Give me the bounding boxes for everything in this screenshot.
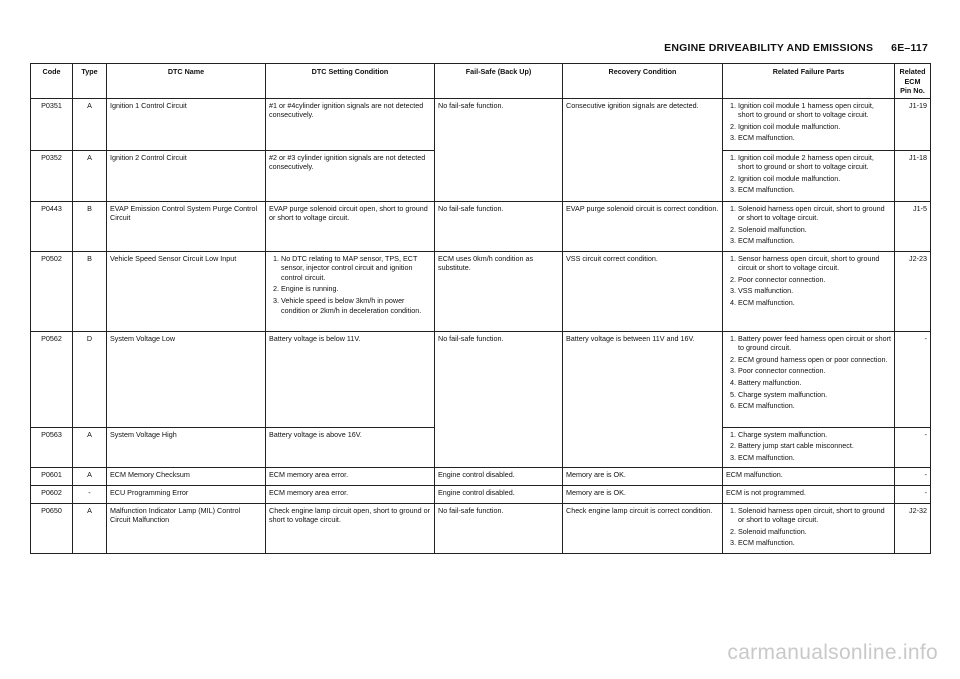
ecm-pin: - — [895, 485, 931, 503]
list-item: 2. Ignition coil module malfunction. — [738, 174, 891, 184]
list-item: 3. VSS malfunction. — [738, 286, 891, 296]
dtc-table — [30, 63, 931, 554]
dtc-name: System Voltage High — [107, 427, 266, 467]
setting-condition: ECM memory area error. — [266, 485, 435, 503]
dtc-code: P0352 — [31, 150, 73, 201]
list-item: 1. Ignition coil module 1 harness open circuit, short to ground or short to voltage circuit. — [738, 101, 891, 120]
dtc-name: EVAP Emission Control System Purge Control Circuit — [107, 201, 266, 251]
dtc-name: ECU Programming Error — [107, 485, 266, 503]
fail-safe: No fail-safe function. — [435, 331, 563, 467]
dtc-code: P0502 — [31, 251, 73, 331]
ecm-pin: J2-23 — [895, 251, 931, 331]
ecm-pin: J2-32 — [895, 503, 931, 553]
dtc-name: Malfunction Indicator Lamp (MIL) Control Circuit Malfunction — [107, 503, 266, 553]
related-parts — [723, 201, 895, 251]
related-parts — [723, 503, 895, 553]
list-item: 1. Battery power feed harness open circuit or short to ground circuit. — [738, 334, 891, 353]
setting-condition: Battery voltage is above 16V. — [266, 427, 435, 467]
ecm-pin: J1-19 — [895, 98, 931, 150]
dtc-name: Ignition 2 Control Circuit — [107, 150, 266, 201]
dtc-type: A — [73, 467, 107, 485]
list-item: 3. Vehicle speed is below 3km/h in power condition or 2km/h in deceleration condition. — [281, 296, 431, 315]
dtc-name: System Voltage Low — [107, 331, 266, 427]
ecm-pin: J1-5 — [895, 201, 931, 251]
list-item: 3. ECM malfunction. — [738, 133, 891, 143]
setting-condition: Battery voltage is below 11V. — [266, 331, 435, 427]
setting-condition: #1 or #4cylinder ignition signals are not detected consecutively. — [266, 98, 435, 150]
setting-condition — [266, 251, 435, 331]
list-item: 3. ECM malfunction. — [738, 236, 891, 246]
dtc-name: ECM Memory Checksum — [107, 467, 266, 485]
dtc-type: A — [73, 150, 107, 201]
list-item: 1. No DTC relating to MAP sensor, TPS, ECT sensor, injector control circuit and ignition control circuit. — [281, 254, 431, 283]
table-row — [31, 98, 931, 150]
dtc-code: P0601 — [31, 467, 73, 485]
recovery-condition: Consecutive ignition signals are detected. — [563, 98, 723, 201]
dtc-type: A — [73, 427, 107, 467]
list-item: 2. Engine is running. — [281, 284, 431, 294]
col-recovery-condition: Recovery Condition — [563, 64, 723, 99]
related-parts: ECM malfunction. — [723, 467, 895, 485]
list-item: 2. Solenoid malfunction. — [738, 225, 891, 235]
list-item: 3. ECM malfunction. — [738, 185, 891, 195]
setting-condition: Check engine lamp circuit open, short to ground or short to voltage circuit. — [266, 503, 435, 553]
fail-safe: No fail-safe function. — [435, 98, 563, 201]
table-row — [31, 485, 931, 503]
list-item: 1. Solenoid harness open circuit, short to ground or short to voltage circuit. — [738, 506, 891, 525]
list-item: 1. Solenoid harness open circuit, short to ground or short to voltage circuit. — [738, 204, 891, 223]
fail-safe: Engine control disabled. — [435, 485, 563, 503]
list-item: 5. Charge system malfunction. — [738, 390, 891, 400]
ecm-pin: - — [895, 467, 931, 485]
related-parts: ECM is not programmed. — [723, 485, 895, 503]
ecm-pin: - — [895, 427, 931, 467]
fail-safe: No fail-safe function. — [435, 503, 563, 553]
setting-condition: ECM memory area error. — [266, 467, 435, 485]
recovery-condition: Battery voltage is between 11V and 16V. — [563, 331, 723, 467]
dtc-code: P0602 — [31, 485, 73, 503]
dtc-type: D — [73, 331, 107, 427]
table-row — [31, 201, 931, 251]
dtc-type: A — [73, 98, 107, 150]
list-item: 3. Poor connector connection. — [738, 366, 891, 376]
related-parts — [723, 150, 895, 201]
related-parts — [723, 331, 895, 427]
table-row — [31, 251, 931, 331]
col-related-parts: Related Failure Parts — [723, 64, 895, 99]
dtc-code: P0563 — [31, 427, 73, 467]
col-type: Type — [73, 64, 107, 99]
recovery-condition: Memory are is OK. — [563, 467, 723, 485]
table-row — [31, 331, 931, 427]
list-item: 6. ECM malfunction. — [738, 401, 891, 411]
list-item: 4. ECM malfunction. — [738, 298, 891, 308]
recovery-condition: Check engine lamp circuit is correct condition. — [563, 503, 723, 553]
ecm-pin: J1-18 — [895, 150, 931, 201]
list-item: 1. Ignition coil module 2 harness open circuit, short to ground or short to voltage circuit. — [738, 153, 891, 172]
page-header — [664, 42, 928, 54]
page-number: 6E–117 — [891, 42, 928, 54]
list-item: 2. Poor connector connection. — [738, 275, 891, 285]
header-row — [31, 64, 931, 99]
fail-safe: No fail-safe function. — [435, 201, 563, 251]
col-code: Code — [31, 64, 73, 99]
dtc-code: P0443 — [31, 201, 73, 251]
dtc-type: - — [73, 485, 107, 503]
related-parts — [723, 427, 895, 467]
list-item: 4. Battery malfunction. — [738, 378, 891, 388]
col-setting-condition: DTC Setting Condition — [266, 64, 435, 99]
list-item: 1. Sensor harness open circuit, short to ground circuit or short to voltage circuit. — [738, 254, 891, 273]
dtc-type: B — [73, 251, 107, 331]
col-ecm-pin: Related ECM Pin No. — [895, 64, 931, 99]
setting-condition: EVAP purge solenoid circuit open, short to ground or short to voltage circuit. — [266, 201, 435, 251]
recovery-condition: Memory are is OK. — [563, 485, 723, 503]
dtc-name: Vehicle Speed Sensor Circuit Low Input — [107, 251, 266, 331]
list-item: 3. ECM malfunction. — [738, 453, 891, 463]
dtc-type: A — [73, 503, 107, 553]
list-item: 3. ECM malfunction. — [738, 538, 891, 548]
table-row — [31, 503, 931, 553]
col-fail-safe: Fail-Safe (Back Up) — [435, 64, 563, 99]
fail-safe: ECM uses 0km/h condition as substitute. — [435, 251, 563, 331]
section-title: ENGINE DRIVEABILITY AND EMISSIONS — [664, 42, 874, 54]
list-item: 1. Charge system malfunction. — [738, 430, 891, 440]
list-item: 2. Battery jump start cable misconnect. — [738, 441, 891, 451]
fail-safe: Engine control disabled. — [435, 467, 563, 485]
setting-condition: #2 or #3 cylinder ignition signals are not detected consecutively. — [266, 150, 435, 201]
dtc-name: Ignition 1 Control Circuit — [107, 98, 266, 150]
list-item: 2. Ignition coil module malfunction. — [738, 122, 891, 132]
col-dtc-name: DTC Name — [107, 64, 266, 99]
dtc-type: B — [73, 201, 107, 251]
ecm-pin: - — [895, 331, 931, 427]
recovery-condition: EVAP purge solenoid circuit is correct condition. — [563, 201, 723, 251]
table-row — [31, 467, 931, 485]
related-parts — [723, 251, 895, 331]
dtc-code: P0562 — [31, 331, 73, 427]
list-item: 2. Solenoid malfunction. — [738, 527, 891, 537]
watermark: carmanualsonline.info — [727, 641, 938, 664]
dtc-code: P0351 — [31, 98, 73, 150]
recovery-condition: VSS circuit correct condition. — [563, 251, 723, 331]
related-parts — [723, 98, 895, 150]
list-item: 2. ECM ground harness open or poor connection. — [738, 355, 891, 365]
dtc-code: P0650 — [31, 503, 73, 553]
